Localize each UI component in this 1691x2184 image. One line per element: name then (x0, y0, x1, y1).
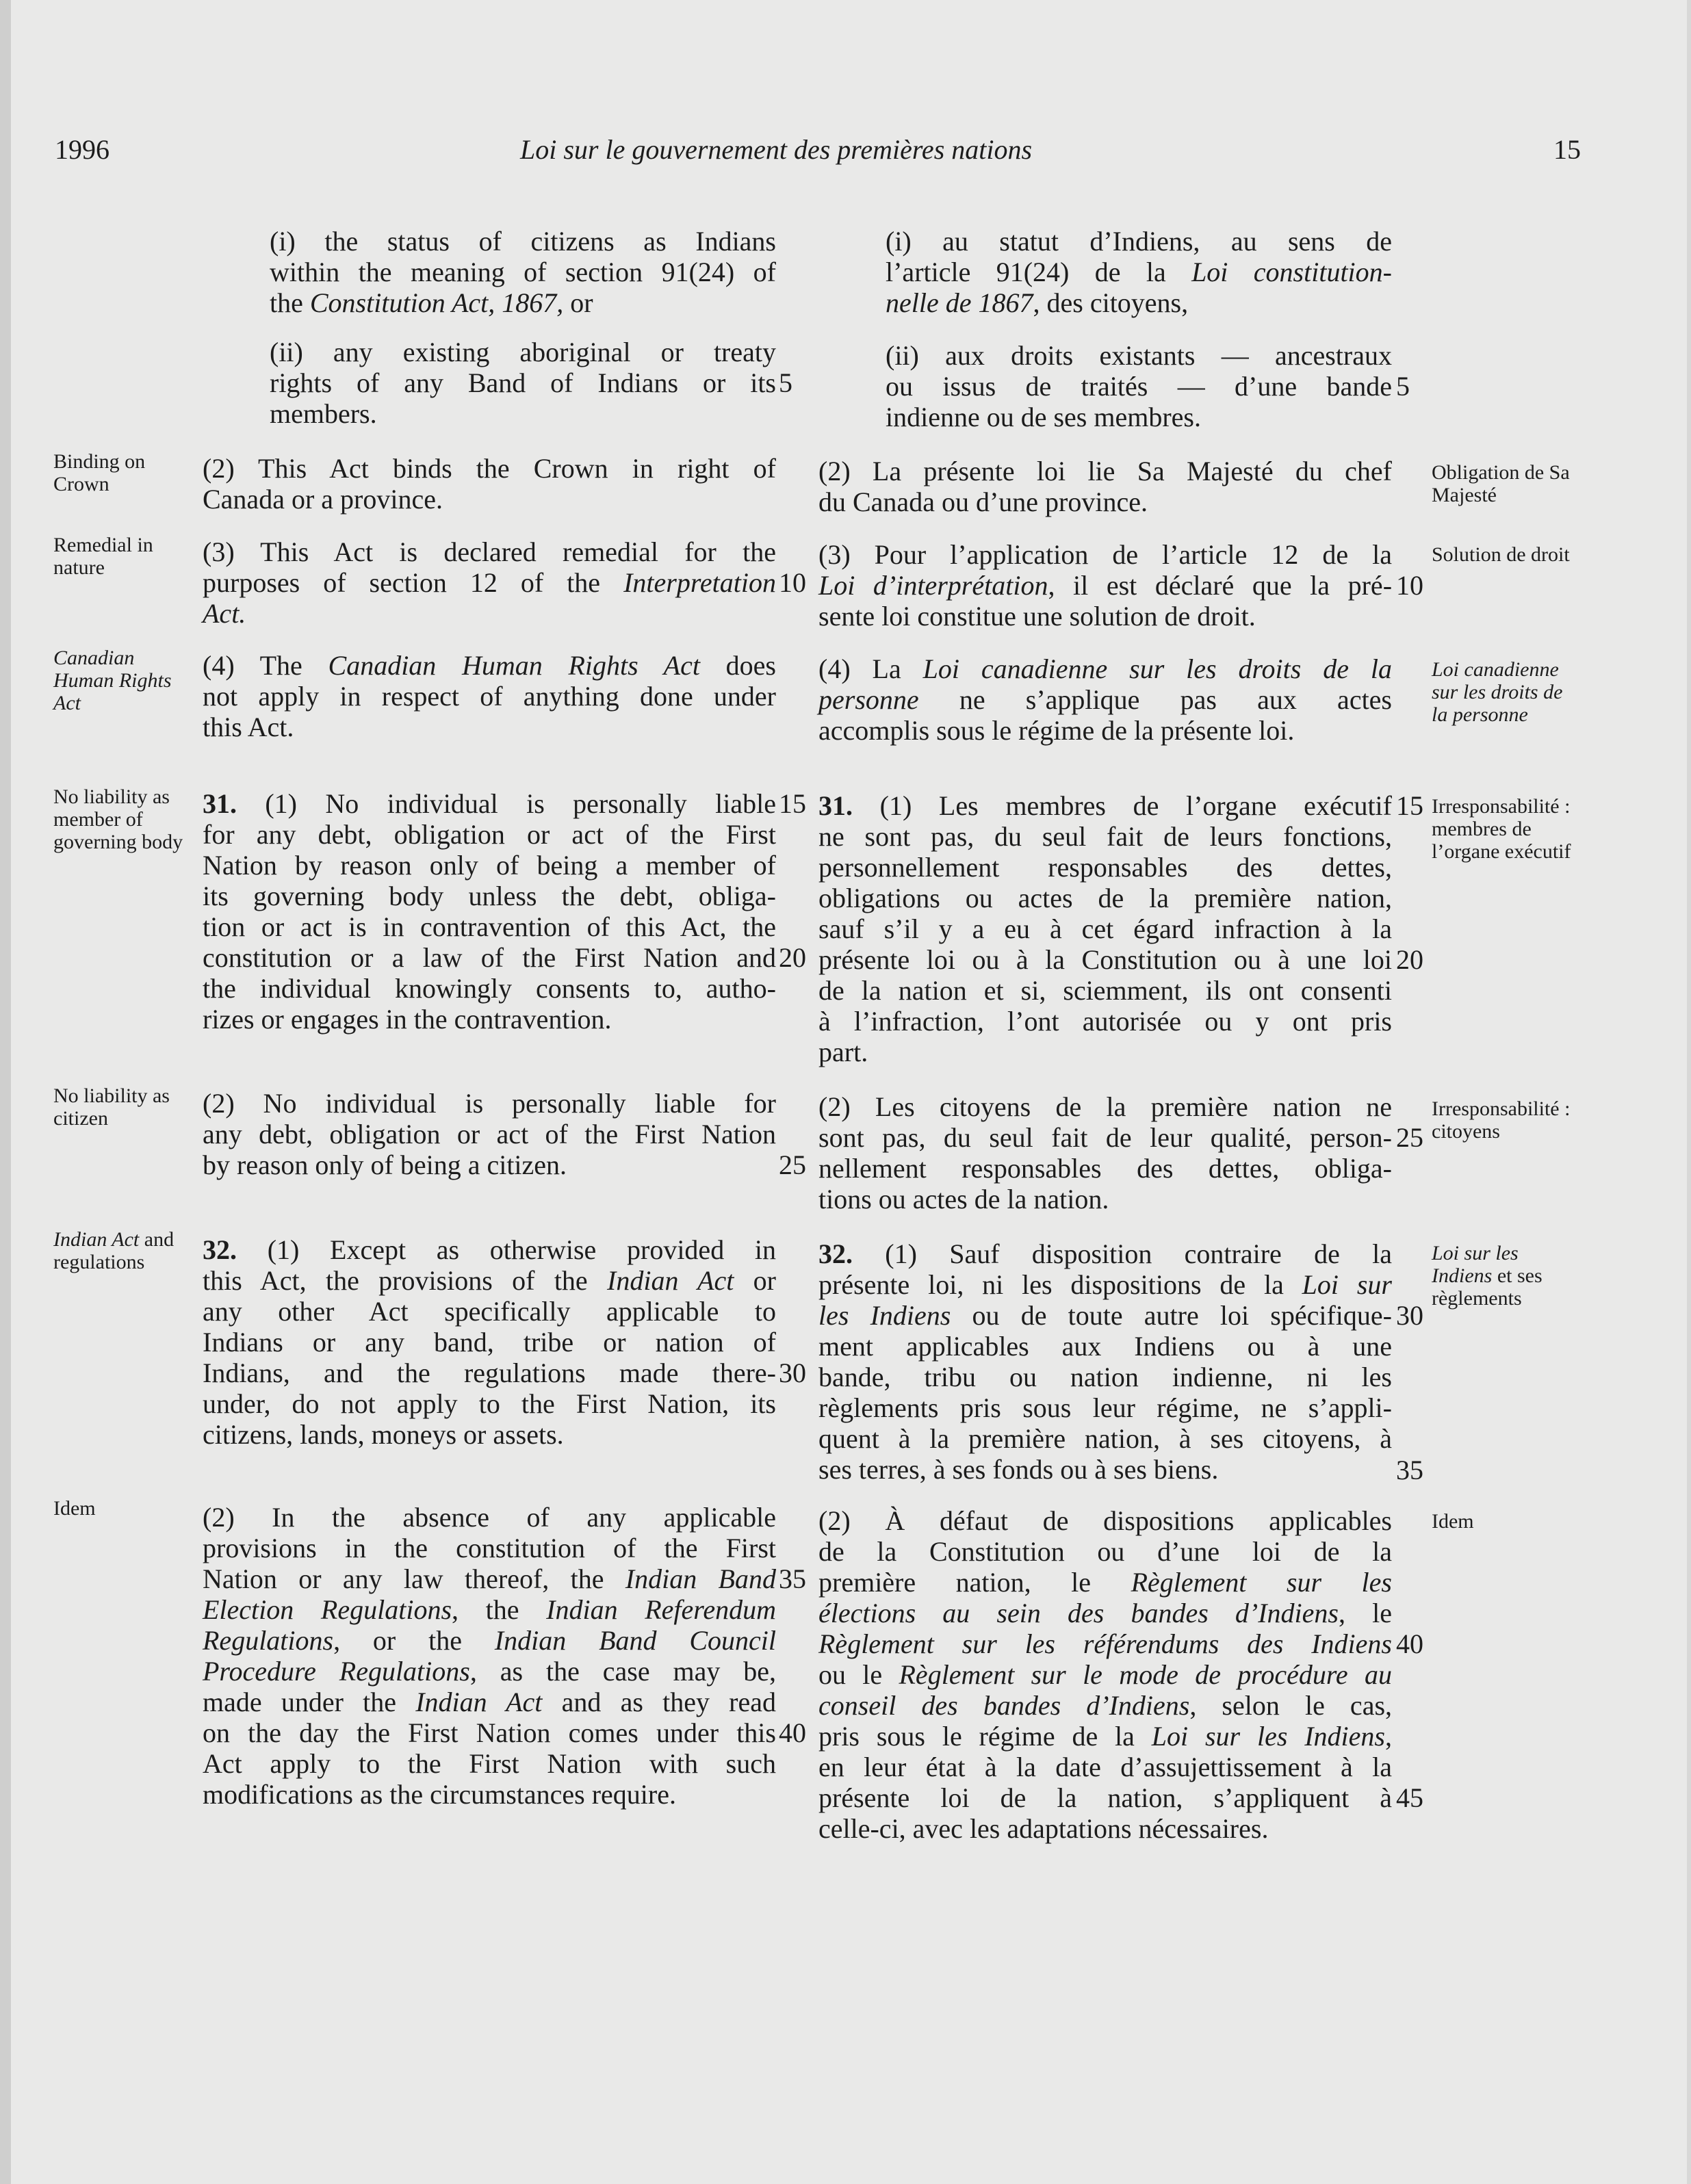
fr-line-number: 15 (1396, 790, 1423, 821)
en-line-number: 10 (779, 567, 806, 598)
en-line-number: 40 (779, 1717, 806, 1748)
header-year: 1996 (55, 134, 109, 165)
fr-line-number: 30 (1396, 1300, 1423, 1331)
fr-s31-2: (2) Les citoyens de la première nation ne sont pas, du seul fait de leur qualité, person- nellement responsables des dettes, obliga- tions ou actes de la nation. (818, 1091, 1392, 1214)
fr-line-number: 35 (1396, 1455, 1423, 1485)
margin-note-indianact: Indian Act and regulations (53, 1228, 175, 1273)
fr-para-i: (i) au statut d’Indiens, au sens de l’article 91(24) de la Loi constitution- nelle de 1867, des citoyens, (886, 226, 1392, 318)
page-edge-shadow (0, 0, 11, 2184)
fr-s32-1: 32. (1) Sauf disposition contraire de la présente loi, ni les dispositions de la Loi sur les Indiens ou de toute autre loi spécifique- ment applicables aux Indiens ou à une bande, tribu ou nation indienne, ni les règlements pris sous leur régime, ne s’appli- quent à la première nation, à ses citoyens, à ses terres, à ses fonds ou à ses biens. (818, 1238, 1392, 1485)
fr-s30-4: (4) La Loi canadienne sur les droits de la personne ne s’applique pas aux actes accomplis sous le régime de la présente loi. (818, 653, 1392, 746)
en-line-number: 30 (779, 1357, 806, 1388)
margin-note-idem-fr: Idem (1432, 1510, 1474, 1533)
en-line-number: 35 (779, 1563, 806, 1594)
en-s30-2: (2) This Act binds the Crown in right of Canada or a province. (203, 453, 776, 515)
margin-note-binding: Binding on Crown (53, 450, 146, 495)
fr-s31-1: 31. (1) Les membres de l’organe exécutif ne sont pas, du seul fait de leurs fonctions, personnellement responsables des dettes, obligations ou actes de la première nation, sauf s’il y a eu à cet égard infraction à la présente loi ou à la Constitution ou à une loi de la nation et si, sciemment, ils ont consenti à l’infraction, l’ont autorisée ou y ont pris part. (818, 790, 1392, 1067)
margin-note-loi-canadienne: Loi canadienne sur les droits de la personne (1432, 658, 1563, 726)
en-para-ii: (ii) any existing aboriginal or treaty rights of any Band of Indians or its members. (270, 337, 776, 429)
header-page-number: 15 (1553, 134, 1581, 165)
margin-note-remedial: Remedial in nature (53, 534, 153, 579)
page-edge-right (1687, 0, 1691, 2184)
header-title: Loi sur le gouvernement des premières nations (520, 134, 1033, 165)
margin-note-irresp-cit: Irresponsabilité : citoyens (1432, 1097, 1571, 1143)
fr-s32-2: (2) À défaut de dispositions applicables de la Constitution ou d’une loi de la première nation, le Règlement sur les élections au sein des bandes d’Indiens, le Règlement sur les référendums des Indiens ou le Règlement sur le mode de procédure au conseil des bandes d’Indiens, selon le cas, pris sous le régime de la Loi sur les Indiens, en leur état à la date d’assujettissement à la présente loi de la nation, s’appliquent à celle-ci, avec les adaptations nécessaires. (818, 1505, 1393, 1844)
en-s31-1: 31. (1) No individual is personally liable for any debt, obligation or act of the First Nation by reason only of being a member of its governing body unless the debt, obliga- tion or act is in contravention of this Act, the constitution or a law of the First Nation and the individual knowingly consents to, autho- rizes or engages in the contravention. (203, 788, 776, 1035)
en-s31-2: (2) No individual is personally liable for any debt, obligation or act of the First Nation by reason only of being a citizen. (203, 1088, 776, 1180)
margin-note-solution: Solution de droit (1432, 543, 1570, 566)
fr-line-number: 10 (1396, 570, 1423, 601)
margin-note-noliab-cit: No liability as citizen (53, 1084, 170, 1130)
fr-line-number: 20 (1396, 944, 1423, 975)
fr-s30-2: (2) La présente loi lie Sa Majesté du chef du Canada ou d’une province. (818, 456, 1392, 517)
margin-note-obligation: Obligation de Sa Majesté (1432, 461, 1570, 506)
en-line-number: 20 (779, 942, 806, 973)
en-line-number: 15 (779, 788, 806, 819)
margin-note-noliab-gov: No liability as member of governing body (53, 785, 183, 853)
fr-line-number: 45 (1396, 1782, 1423, 1813)
margin-note-idem-en: Idem (53, 1497, 96, 1520)
en-s30-4: (4) The Canadian Human Rights Act does not apply in respect of anything done under this Act. (203, 650, 777, 742)
en-s32-2: (2) In the absence of any applicable provisions in the constitution of the First Nation or any law thereof, the Indian Band Election Regulations, the Indian Referendum Regulations, or the Indian Band Council Procedure Regulations, as the case may be, made under the Indian Act and as they read on the day the First Nation comes under this Act apply to the First Nation with such modifications as the circumstances require. (203, 1502, 777, 1810)
fr-line-number: 40 (1396, 1628, 1423, 1659)
fr-line-number: 5 (1396, 371, 1410, 402)
fr-line-number: 25 (1396, 1122, 1423, 1153)
en-line-number: 5 (779, 367, 792, 398)
en-line-number: 25 (779, 1149, 806, 1180)
margin-note-chra: Canadian Human Rights Act (53, 647, 172, 714)
margin-note-irresp-exec: Irresponsabilité : membres de l’organe exécutif (1432, 795, 1571, 863)
en-s32-1: 32. (1) Except as otherwise provided in this Act, the provisions of the Indian Act or any other Act specifically applicable to Indians or any band, tribe or nation of Indians, and the regulations made there- under, do not apply to the First Nation, its citizens, lands, moneys or assets. (203, 1234, 777, 1450)
fr-para-ii: (ii) aux droits existants — ancestraux ou issus de traités — d’une bande indienne ou de ses membres. (886, 340, 1392, 432)
en-s30-3: (3) This Act is declared remedial for the purposes of section 12 of the Interpretation Act. (203, 536, 776, 629)
margin-note-loi-sur-indiens: Loi sur les Indiens et ses règlements (1432, 1242, 1542, 1310)
en-para-i: (i) the status of citizens as Indians within the meaning of section 91(24) of the Constitution Act, 1867, or (270, 226, 776, 318)
fr-s30-3: (3) Pour l’application de l’article 12 de la Loi d’interprétation, il est déclaré que la pré- sente loi constitue une solution de droit. (818, 539, 1393, 632)
